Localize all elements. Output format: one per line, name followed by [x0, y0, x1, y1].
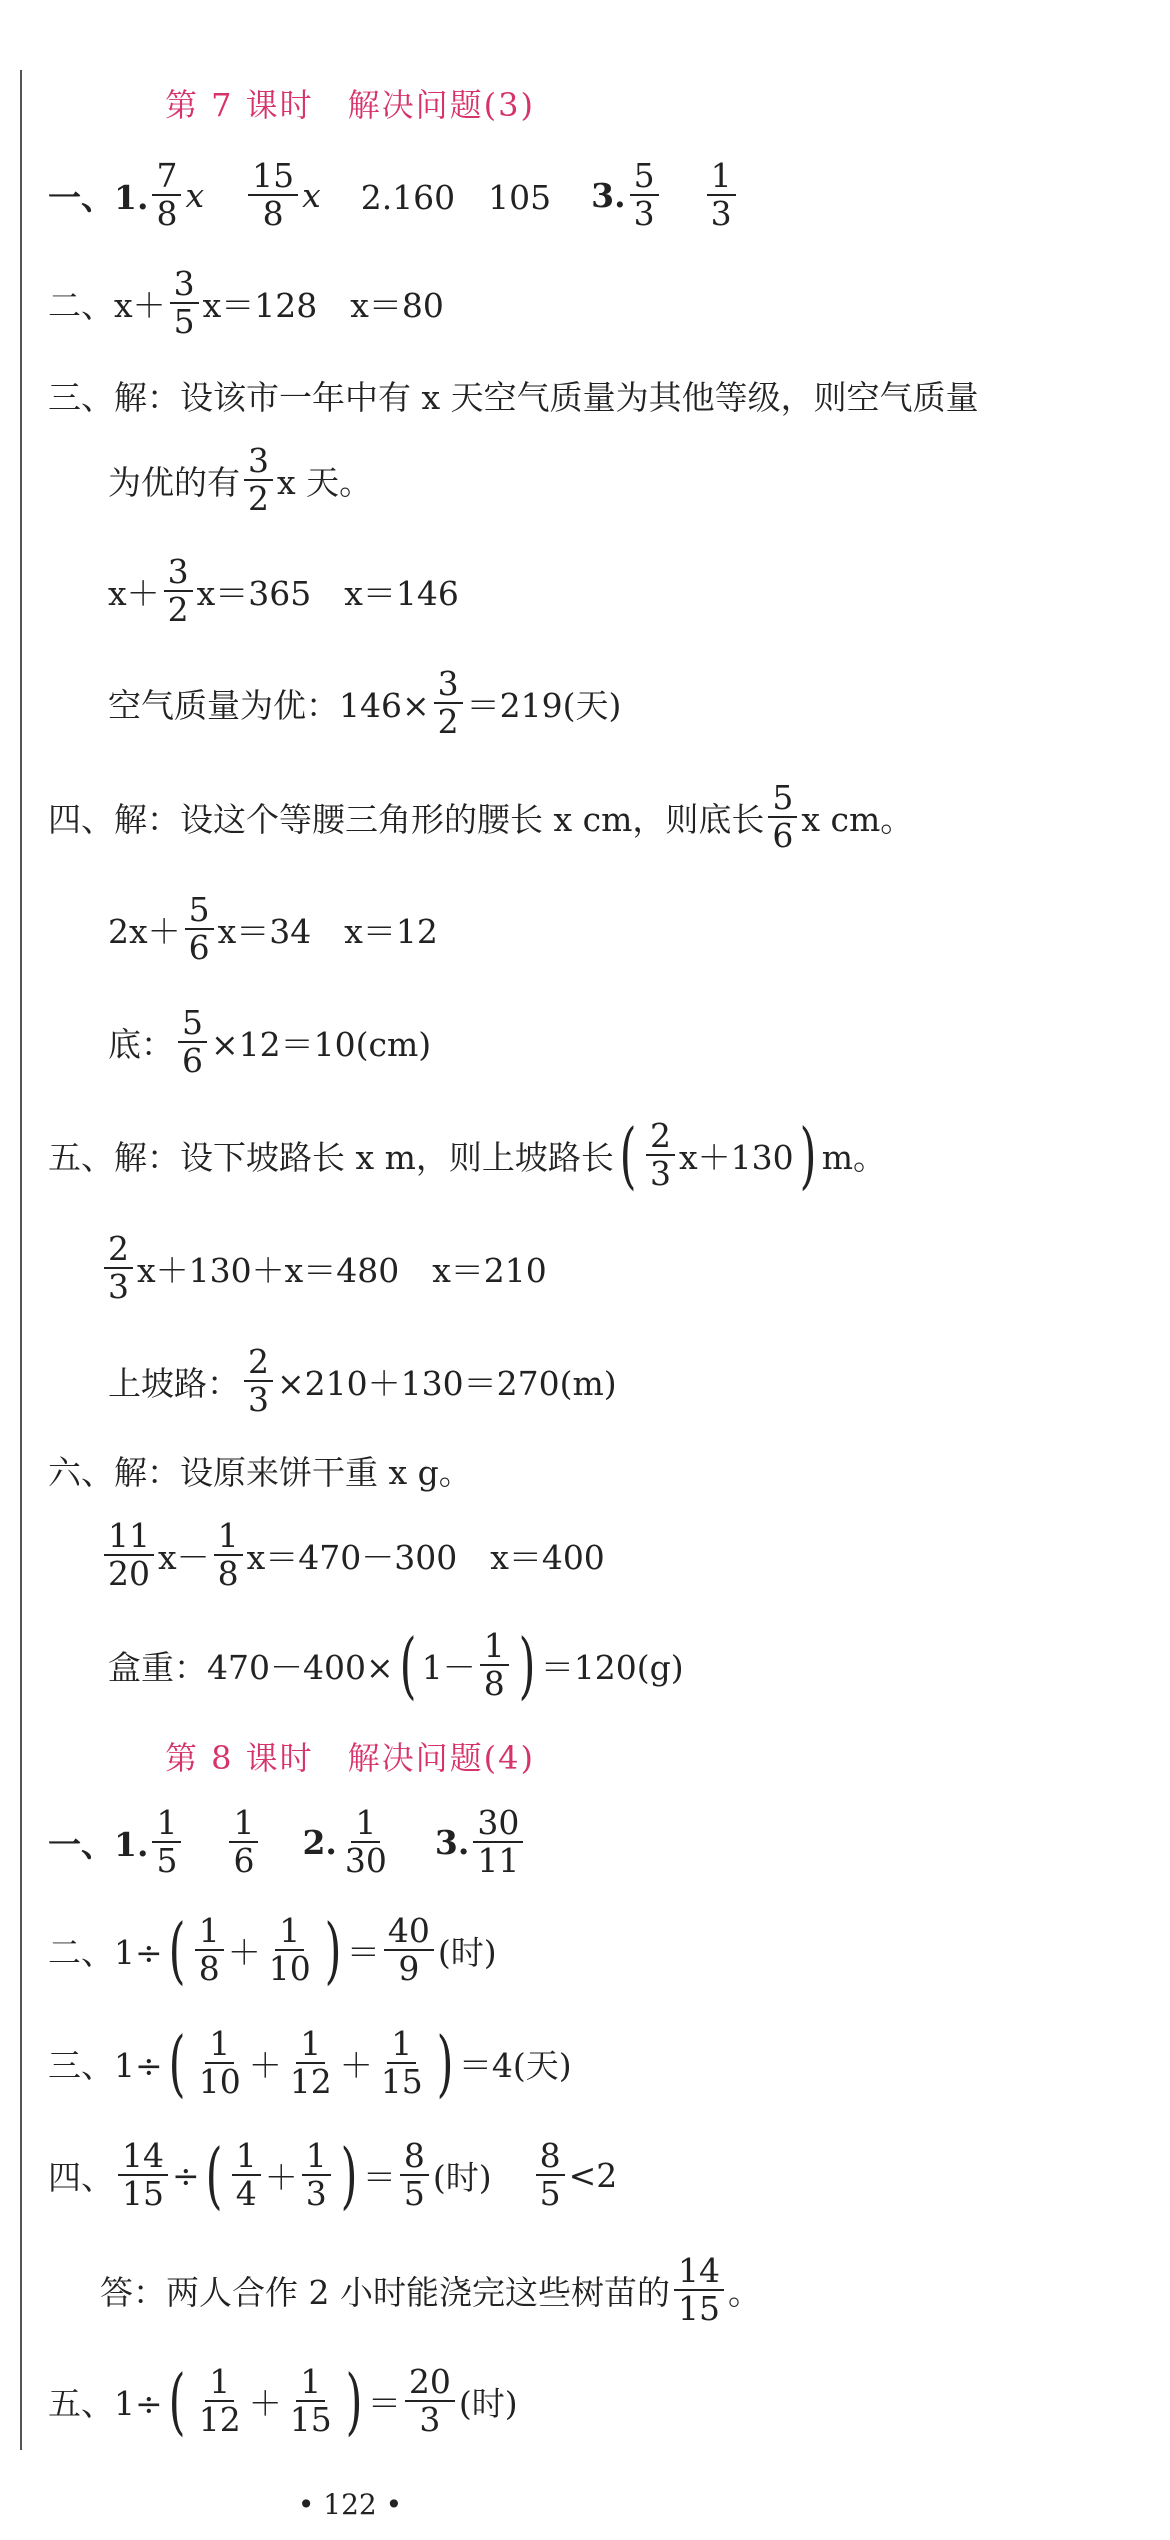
section-heading-7: 第 7 课时 解决问题(3) [164, 86, 536, 124]
s8-q5: 五、1÷ ( 1 12 ＋ 1 15 ) ＝ 20 3 (时) [48, 2359, 518, 2443]
s7-q3-line2: 为优的有 3 2 x 天。 [108, 440, 373, 518]
section-heading-8: 第 8 课时 解决问题(4) [164, 1739, 536, 1777]
s8-q4: 四、 $\frac{14}{15}$ ÷ ( 1 4 ＋ 1 3 ) ＝ 8 5 (时) 8 5 <2 [48, 2133, 618, 2217]
s8-q3: 三、1÷ ( 1 10 ＋ 1 12 ＋ 1 15 ) ＝4(天) [48, 2021, 572, 2105]
s8-q2: 二、1÷ ( 1 8 ＋ 1 10 ) ＝ 40 9 (时) [48, 1908, 497, 1992]
s8-q1: 一、1. 1 5 1 6 2. 1 30 3. 30 11 [48, 1797, 527, 1887]
s7-q4-line1: 四、解：设这个等腰三角形的腰长 x cm，则底长 5 6 x cm。 [48, 777, 914, 855]
s7-q5-line1: 五、解：设下坡路长 x m，则上坡路长 ( 2 3 x＋130 ) m。 [48, 1113, 886, 1197]
s7-q4-line3: 底： $\frac{5}{6}$ ×12＝10(cm) [108, 1002, 432, 1080]
margin-line [20, 70, 22, 2450]
s7-q3-line3: x＋ 3 2 x＝365 x＝146 [108, 551, 459, 629]
s7-q3-line4: 空气质量为优：146× $\frac{3}{2}$ ＝219(天) [108, 663, 622, 741]
s7-q6-line3: 盒重：470－400× ( 1－ 1 8 ) ＝120(g) [108, 1623, 684, 1707]
s7-q6-line2: 11 20 x－ 1 8 x＝470－300 x＝400 [100, 1510, 605, 1600]
s7-q2: 二、x＋ 3 5 x＝128 x＝80 [48, 263, 444, 341]
page-number: • 122 • [297, 2488, 403, 2521]
s7-q5-line2: 2 3 x＋130＋x＝480 x＝210 [100, 1223, 547, 1313]
s8-q4-answer: 答：两人合作 2 小时能浇完这些树苗的 14 15 。 [100, 2250, 761, 2328]
s7-q4-line2: 2x＋ 5 6 x＝34 x＝12 [108, 889, 438, 967]
s7-q1: 一、1. 7 8 x 15 8 x 2.160 105 3. 5 3 1 3 [48, 150, 740, 240]
s7-q6-line1: 六、解：设原来饼干重 x g。 [48, 1452, 472, 1492]
s7-q3-line1: 三、解：设该市一年中有 x 天空气质量为其他等级，则空气质量 [48, 377, 979, 417]
s7-q5-line3: 上坡路： $\frac{2}{3}$ ×210＋130＝270(m) [108, 1341, 617, 1419]
